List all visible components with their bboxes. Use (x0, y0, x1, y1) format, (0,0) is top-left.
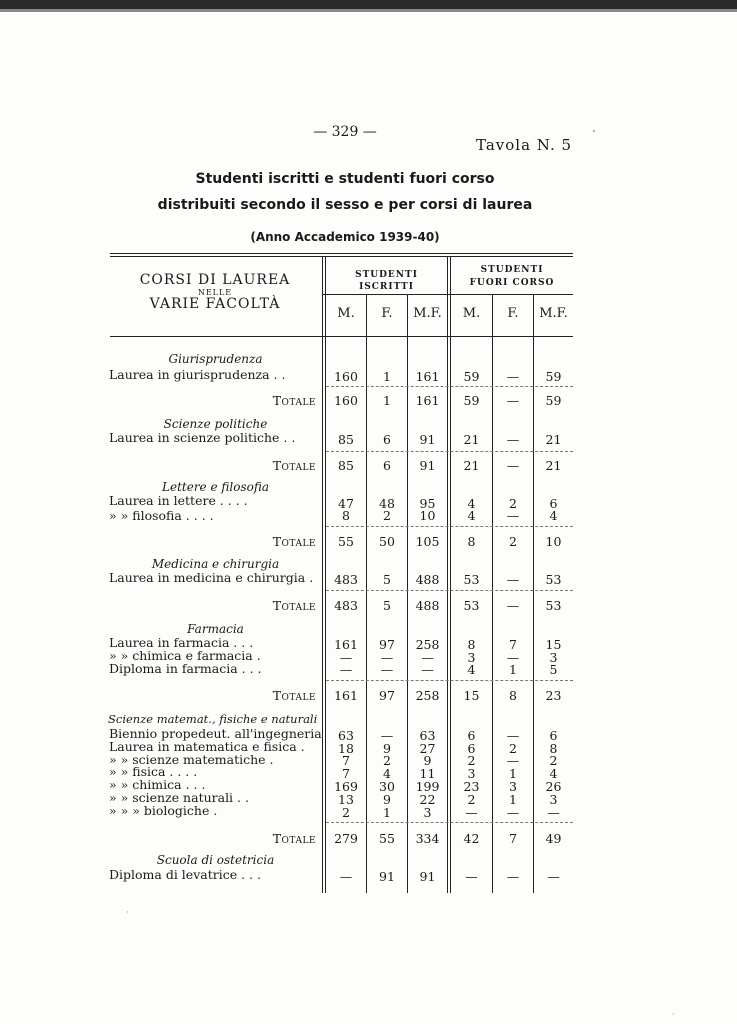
total-cell: 160 (334, 393, 358, 408)
cell: 6 (467, 741, 476, 756)
cell: — (339, 662, 353, 677)
cell: 160 (334, 369, 358, 384)
row-label: Laurea in lettere . . . . (109, 493, 248, 508)
row-label: Laurea in medicina e chirurgia . (109, 570, 314, 585)
header-corsi: CORSI DI LAUREA (139, 272, 291, 288)
cell: 161 (415, 369, 440, 384)
cell: 13 (338, 792, 354, 807)
cell: 21 (545, 432, 562, 447)
row-label: Diploma in farmacia . . . (109, 661, 262, 676)
cell: 2 (509, 741, 517, 756)
col-header-m-fc: M. (462, 306, 481, 321)
total-rule (326, 526, 573, 527)
cell: 2 (509, 496, 517, 511)
cell: 7 (342, 766, 350, 781)
cell: — (421, 650, 434, 665)
total-label: Totale (272, 393, 316, 408)
row-label: » » chimica e farmacia . (109, 648, 261, 663)
header-iscritti: STUDENTI ISCRITTI (355, 270, 418, 292)
total-cell: 279 (334, 831, 358, 846)
header-fuori-1: STUDENTI (480, 265, 544, 275)
total-label: Totale (272, 688, 316, 703)
row-label: » » scienze matematiche . (109, 752, 274, 767)
section-title: Lettere e filosofia (162, 480, 269, 494)
cell: 1 (509, 766, 517, 781)
cell: 97 (379, 637, 395, 652)
cell: 2 (467, 753, 476, 768)
cell: 5 (383, 572, 391, 587)
table-top-rule (110, 253, 573, 254)
cell: 63 (419, 728, 436, 743)
row-label: Laurea in scienze politiche . . (109, 430, 296, 445)
col-header-m: M. (337, 306, 355, 321)
total-cell: 161 (415, 393, 440, 408)
cell: 6 (549, 496, 558, 511)
cell: 10 (419, 508, 436, 523)
scan-top-edge-shadow (0, 9, 737, 12)
total-cell: 55 (379, 831, 395, 846)
cell: 4 (467, 496, 476, 511)
total-cell: 10 (545, 534, 562, 549)
col-header-f-fc: F. (507, 306, 519, 321)
total-cell: 161 (334, 688, 358, 703)
subtitle: distribuiti secondo il sesso e per corsi di laurea (157, 197, 533, 213)
cell: — (339, 869, 353, 884)
table-top-rule-2 (110, 256, 573, 257)
cell: 3 (467, 766, 476, 781)
cell: 3 (467, 650, 476, 665)
total-cell: — (506, 393, 520, 408)
cell: 23 (463, 779, 480, 794)
cell: 26 (545, 779, 562, 794)
cell: 8 (549, 741, 558, 756)
cell: 1 (383, 805, 391, 820)
total-cell: — (506, 598, 520, 613)
cell: 1 (383, 369, 391, 384)
total-rule (326, 451, 573, 452)
cell: 1 (509, 662, 517, 677)
cell: 3 (509, 779, 517, 794)
cell: 4 (549, 508, 558, 523)
total-cell: 50 (379, 534, 395, 549)
cell: — (380, 650, 394, 665)
cell: — (380, 662, 394, 677)
total-rule (326, 590, 573, 591)
total-cell: 8 (509, 688, 517, 703)
cell: 63 (338, 728, 354, 743)
cell: — (506, 508, 520, 523)
cell: 4 (383, 766, 391, 781)
cell: 2 (383, 508, 391, 523)
cell: 8 (342, 508, 350, 523)
cell: 9 (383, 792, 391, 807)
cell: 8 (467, 637, 476, 652)
cell: 95 (419, 496, 436, 511)
scan-speck: · (672, 1010, 675, 1019)
cell: — (506, 869, 520, 884)
cell: 488 (415, 572, 440, 587)
cell: 9 (423, 753, 432, 768)
cell: 53 (545, 572, 562, 587)
total-cell: 91 (419, 458, 436, 473)
row-label: » » chimica . . . (109, 777, 206, 792)
cell: 91 (379, 869, 395, 884)
cell: 169 (334, 779, 358, 794)
row-label: Laurea in farmacia . . . (109, 635, 254, 650)
section-title: Giurisprudenza (168, 352, 263, 366)
scan-top-edge (0, 0, 737, 9)
total-cell: 7 (509, 831, 517, 846)
title: Studenti iscritti e studenti fuori corso (195, 171, 495, 187)
total-cell: 53 (463, 598, 480, 613)
total-cell: 5 (383, 598, 391, 613)
cell: 59 (463, 369, 480, 384)
total-cell: 15 (463, 688, 480, 703)
cell: 258 (415, 637, 440, 652)
cell: 27 (419, 741, 436, 756)
cell: 11 (419, 766, 436, 781)
cell: — (421, 662, 434, 677)
header-bottom-rule (110, 336, 573, 337)
scan-speck: ˚ (592, 130, 596, 139)
total-cell: 334 (415, 831, 440, 846)
cell: 7 (509, 637, 517, 652)
cell: 6 (549, 728, 558, 743)
cell: — (380, 728, 394, 743)
row-label: Laurea in matematica e fisica . (109, 739, 305, 754)
row-label: Laurea in giurisprudenza . . (109, 367, 286, 382)
cell: 22 (419, 792, 436, 807)
cell: 6 (467, 728, 476, 743)
cell: — (506, 572, 520, 587)
header-varie: VARIE FACOLTÀ (149, 296, 281, 312)
cell: — (465, 805, 478, 820)
total-rule (326, 680, 573, 681)
cell: 59 (545, 369, 562, 384)
cell: 6 (383, 432, 391, 447)
total-cell: 53 (545, 598, 562, 613)
table-number: Tavola N. 5 (476, 136, 573, 154)
cell: 3 (549, 792, 558, 807)
cell: 18 (338, 741, 354, 756)
row-label: » » fisica . . . . (109, 764, 198, 779)
cell: 161 (334, 637, 358, 652)
cell: — (506, 432, 520, 447)
total-cell: 42 (463, 831, 480, 846)
cell: — (465, 869, 478, 884)
cell: — (547, 869, 560, 884)
total-cell: 8 (467, 534, 476, 549)
cell: — (506, 728, 520, 743)
cell: 7 (342, 753, 350, 768)
total-label: Totale (272, 534, 316, 549)
cell: 21 (463, 432, 480, 447)
cell: 48 (379, 496, 395, 511)
cell: 3 (549, 650, 558, 665)
section-title: Farmacia (187, 622, 244, 636)
total-cell: 23 (545, 688, 562, 703)
total-cell: 59 (463, 393, 480, 408)
cell: 199 (415, 779, 440, 794)
total-cell: 59 (545, 393, 562, 408)
total-cell: 55 (338, 534, 354, 549)
row-label: » » filosofia . . . . (109, 508, 214, 523)
total-cell: 49 (545, 831, 562, 846)
section-title: Scuola di ostetricia (156, 853, 275, 867)
cell: 47 (338, 496, 354, 511)
section-title: Medicina e chirurgia (151, 557, 280, 571)
section-title: Scienze matemat., fisiche e naturali (108, 712, 318, 726)
cell: — (339, 650, 353, 665)
cell: 3 (423, 805, 432, 820)
cell: 4 (467, 508, 476, 523)
total-label: Totale (272, 598, 316, 613)
cell: 85 (338, 432, 354, 447)
total-cell: 21 (545, 458, 562, 473)
cell: — (547, 805, 560, 820)
total-cell: 97 (379, 688, 395, 703)
cell: 4 (549, 766, 558, 781)
cell: 2 (383, 753, 391, 768)
total-cell: 6 (383, 458, 391, 473)
cell: 30 (379, 779, 395, 794)
page-number: — 329 — (313, 124, 377, 140)
cell: 91 (419, 432, 436, 447)
cell: 4 (467, 662, 476, 677)
academic-year: (Anno Accademico 1939-40) (250, 230, 440, 244)
total-label: Totale (272, 458, 316, 473)
cell: 1 (509, 792, 517, 807)
cell: 15 (545, 637, 562, 652)
header-fuori-2: FUORI CORSO (469, 278, 555, 288)
cell: 53 (463, 572, 480, 587)
row-label: » » scienze naturali . . (109, 790, 249, 805)
cell: 91 (419, 869, 436, 884)
total-cell: 483 (334, 598, 358, 613)
col-header-mf: M.F. (413, 306, 442, 321)
cell: — (506, 650, 520, 665)
total-cell: 2 (509, 534, 517, 549)
cell: 9 (383, 741, 391, 756)
row-label: » » » biologiche . (109, 803, 218, 818)
col-header-mf-fc: M.F. (539, 306, 568, 321)
total-cell: 105 (415, 534, 440, 549)
total-cell: — (506, 458, 520, 473)
total-rule (326, 386, 573, 387)
cell: 483 (334, 572, 358, 587)
cell: 2 (467, 792, 476, 807)
row-label: Diploma di levatrice . . . (109, 867, 261, 882)
cell: 5 (549, 662, 558, 677)
total-cell: 1 (383, 393, 391, 408)
total-cell: 258 (415, 688, 440, 703)
scan-speck: · (126, 908, 129, 917)
cell: 2 (549, 753, 558, 768)
col-header-f: F. (381, 306, 393, 321)
total-label: Totale (272, 831, 316, 846)
total-cell: 85 (338, 458, 354, 473)
cell: — (506, 369, 520, 384)
total-rule (326, 822, 573, 823)
header-nelle: NELLE (197, 288, 233, 297)
section-title: Scienze politiche (163, 417, 268, 431)
total-cell: 21 (463, 458, 480, 473)
cell: — (506, 753, 520, 768)
cell: 2 (342, 805, 350, 820)
row-label: Biennio propedeut. all'ingegneria (109, 726, 322, 741)
total-cell: 488 (415, 598, 440, 613)
cell: — (506, 805, 520, 820)
